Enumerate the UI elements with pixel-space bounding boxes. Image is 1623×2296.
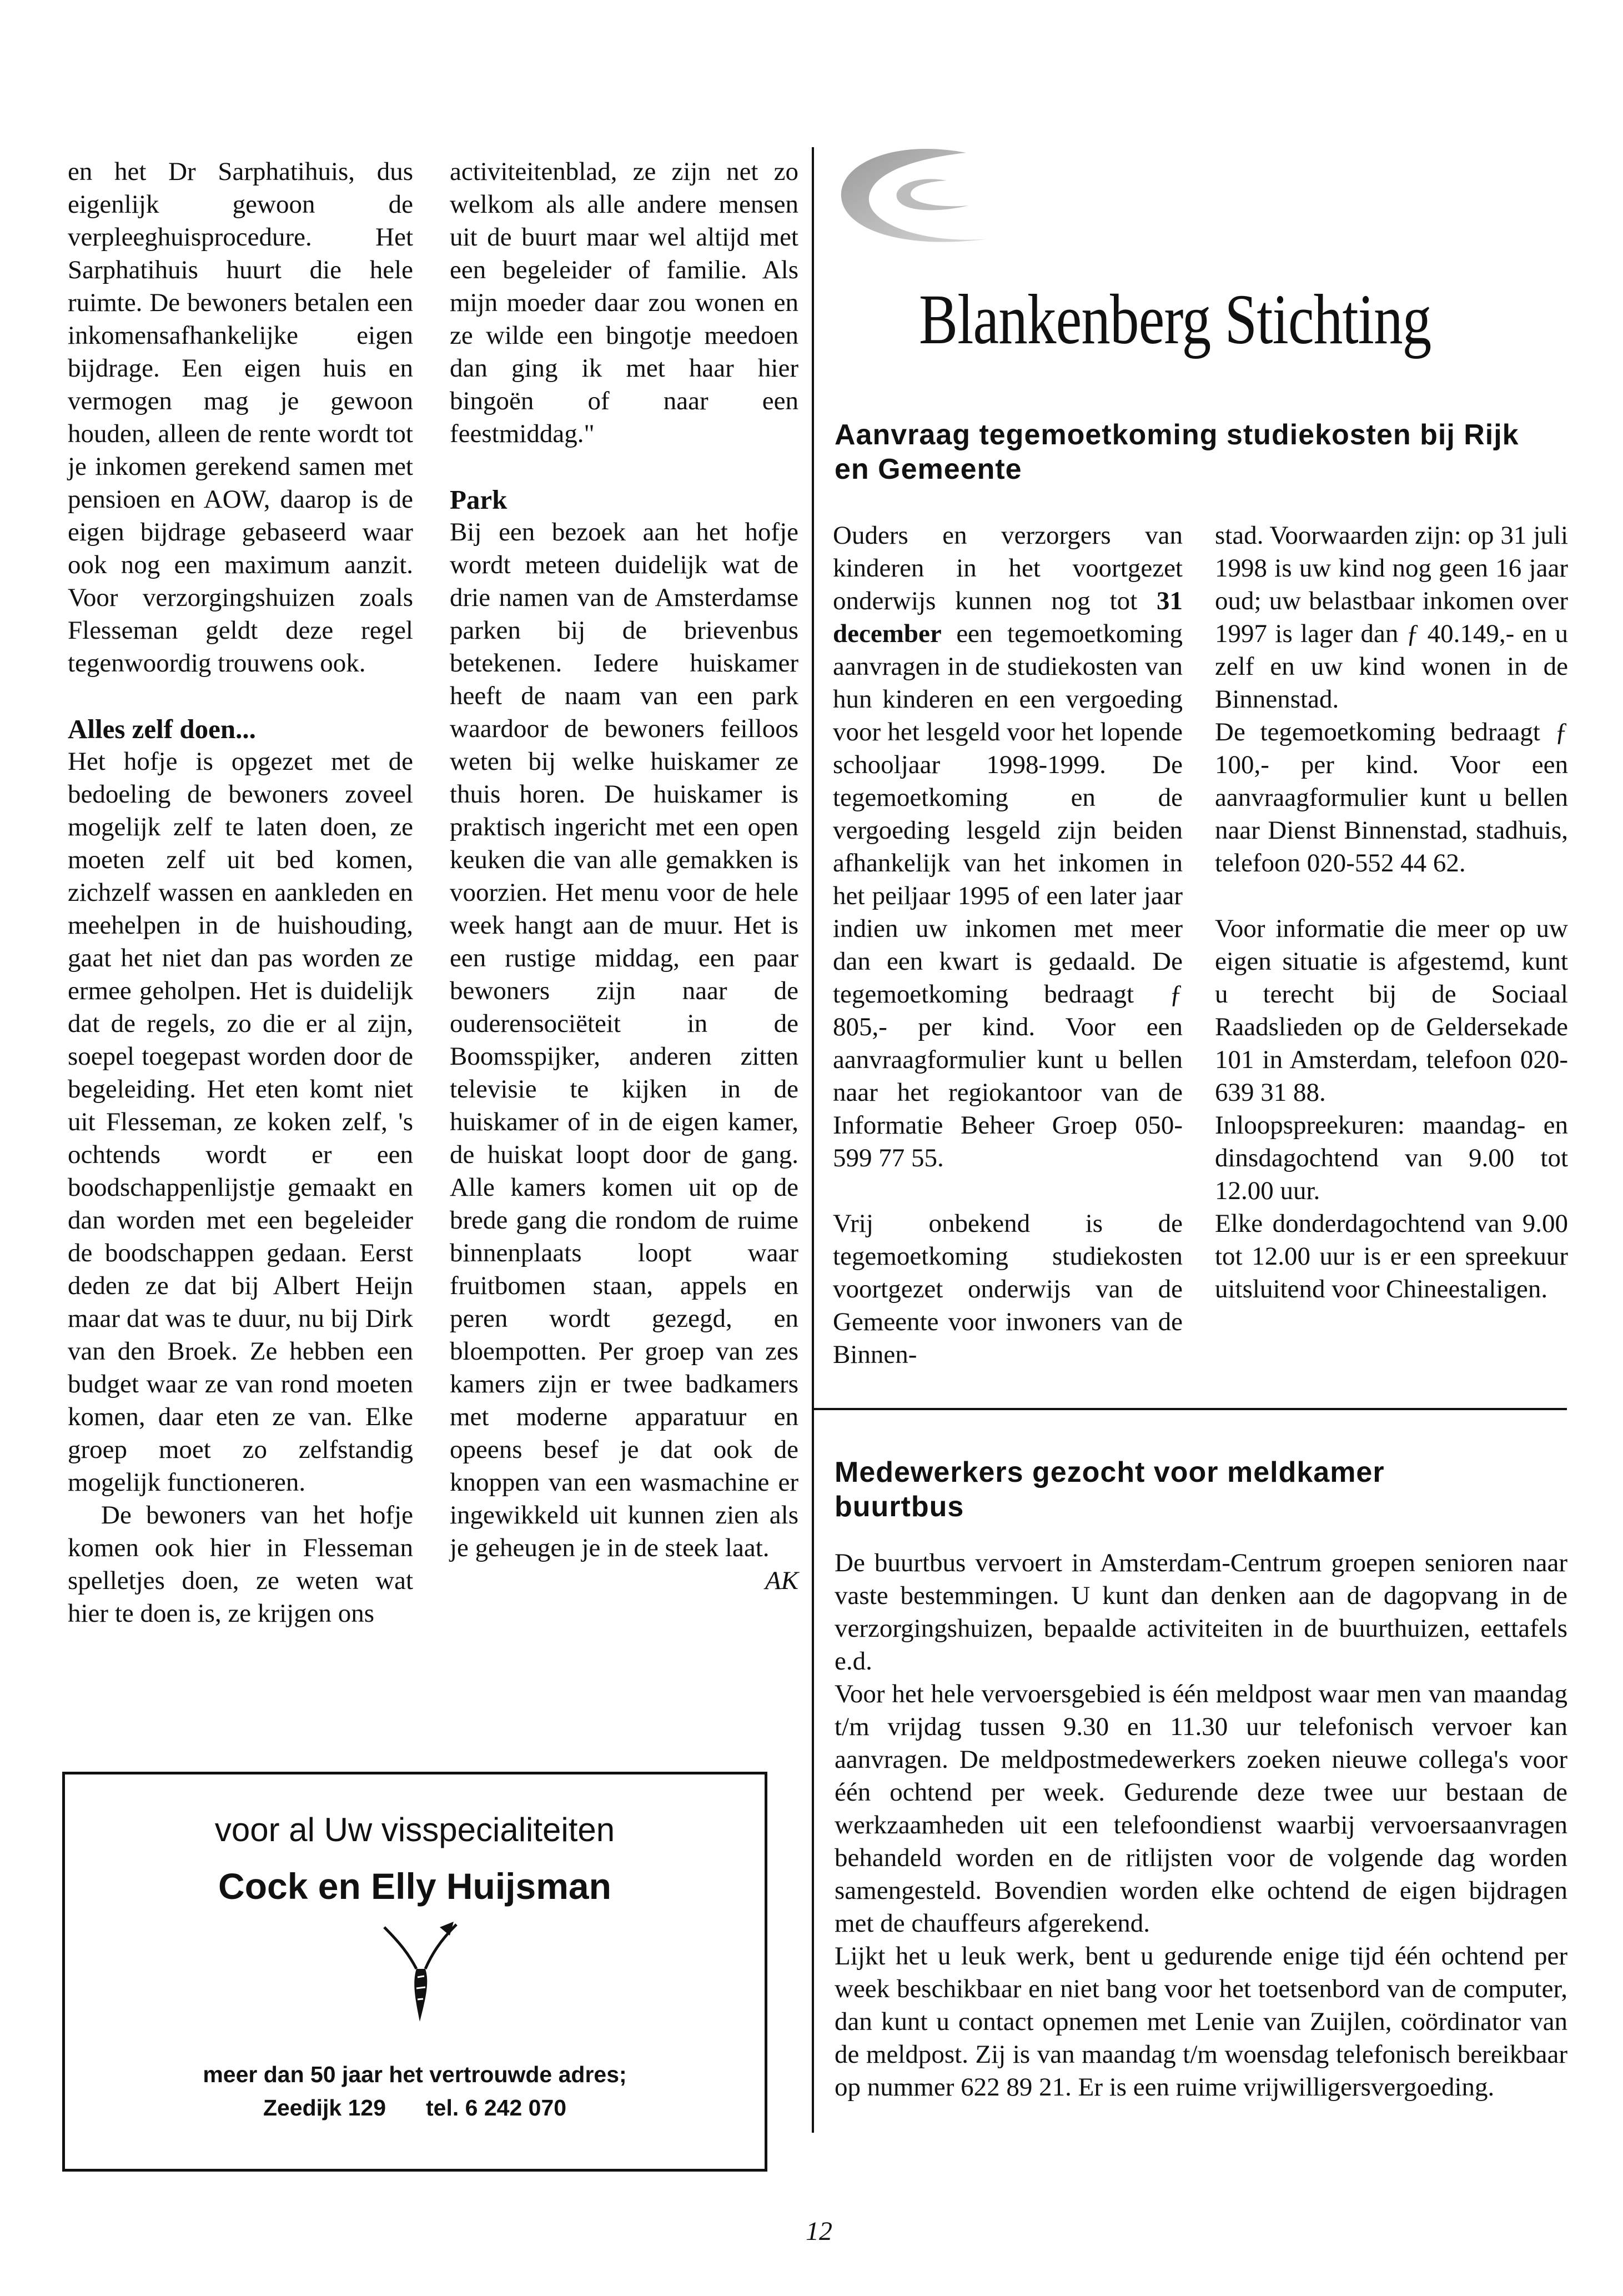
fish-ornament-icon xyxy=(379,1916,462,2027)
blankenberg-b-para2: De tegemoetkoming bedraagt ƒ 100,- per kind. Voor een aanvraagformulier kunt u bellen naar Dienst Binnenstad, stadhuis, telefoon 020-552 44 62. xyxy=(1215,718,1568,878)
column1-para2: De bewoners van het hofje komen ook hier in Flesseman spelletjes doen, ze weten wat hier te doen is, ze krijgen ons xyxy=(68,1501,413,1628)
buurtbus-para1: De buurtbus vervoert in Amsterdam-Centrum groepen senioren naar vaste bestemmingen. U kunt dan denken aan de dagopvang in de verzorgingshuizen, bepaalde activiteiten in de buurthuizen, eettafels e.d. xyxy=(835,1548,1567,1676)
org-title: Blankenberg Stichting xyxy=(919,280,1431,359)
blankenberg-b-para3: Voor informatie die meer op uw eigen situatie is afgestemd, kunt u terecht bij de Sociaal Raadslieden op de Geldersekade 101 in Amsterdam, telefoon 020-639 31 88. xyxy=(1215,914,1568,1107)
section-title-studiekosten: Aanvraag tegemoetkoming studiekosten bij Rijk en Gemeente xyxy=(835,419,1519,485)
column1-para1: Het hofje is opgezet met de bedoeling de bewoners zoveel mogelijk zelf te laten doen, ze moeten zelf uit bed komen, zichzelf wassen en aankleden en meehelpen in de huishouding, gaat het niet dan pas worden ze ermee geholpen. Het is duidelijk dat de regels, zo die er al zijn, soepel toegepast worden door de begeleiding. Het eten komt niet uit Flesseman, ze koken zelf, 's ochtends wordt er een boodschappenlijstje gemaakt en dan worden met een begeleider de boodschappen gedaan. Eerst deden ze dat bij Albert Heijn maar dat was te duur, nu bij Dirk van den Broek. Ze hebben een budget waar ze van rond moeten komen, daar eten ze van. Elke groep moet zo zelfstandig mogelijk functioneren. xyxy=(68,747,413,1497)
blankenberg-column-b xyxy=(1215,519,1568,1306)
article-column-1 xyxy=(68,156,413,1630)
buurtbus-para2: Voor het hele vervoersgebied is één meldpost waar men van maandag t/m vrijdag tussen 9.30 en 11.30 uur telefonisch vervoer kan aanvragen. De meldpostmedewerkers zoeken nieuwe collega's voor één ochtend per week. Gedurende deze twee uur bestaan de werkzaamheden uit een telefoondienst waarbij vervoersaanvragen behandeld worden en de ritlijsten voor de volgende dag worden samengesteld. Bovendien worden elke ochtend de eigen bijdragen met de chauffeurs afgerekend. xyxy=(835,1680,1567,1938)
advert-phone: tel. 6 242 070 xyxy=(426,2095,567,2120)
buurtbus-article xyxy=(835,1547,1567,2104)
advert-address: Zeedijk 129 xyxy=(263,2095,386,2120)
advert-shop-name: Cock en Elly Huijsman xyxy=(218,1866,611,1907)
fish-shop-advert xyxy=(62,1772,767,2172)
article-signature: AK xyxy=(765,1566,798,1595)
buurtbus-para3: Lijkt het u leuk werk, bent u gedurende enige tijd één ochtend per week beschikbaar en niet bang voor het toetsenbord van de computer, dan kunt u contact opnemen met Lenie van Zuijlen, coördinator van de meldpost. Zij is van maandag t/m woensdag telefonisch bereikbaar op nummer 622 89 21. Er is een ruime vrijwilligersvergoeding. xyxy=(835,1942,1567,2102)
advert-tagline: voor al Uw visspecialiteiten xyxy=(214,1811,615,1848)
column2-intro: activiteitenblad, ze zijn net zo welkom als alle andere mensen uit de buurt maar wel altijd met een begeleider of familie. Als mijn moeder daar zou wonen en ze wilde een bingotje meedoen dan ging ik met haar hier bingoën of naar een feestmiddag." xyxy=(450,157,798,448)
column1-intro: en het Dr Sarphatihuis, dus eigenlijk gewoon de verpleeghuisprocedure. Het Sarphatihuis huurt die hele ruimte. De bewoners betalen een inkomensafhankelijke eigen bijdrage. Een eigen huis en vermogen mag je gewoon houden, alleen de rente wordt tot je inkomen gerekend samen met pensioen en AOW, daarop is de eigen bijdrage gebaseerd waar ook nog een maximum aanzit. Voor verzorgingshuizen zoals Flesseman geldt deze regel tegenwoordig trouwens ook. xyxy=(68,157,413,678)
blankenberg-logo-icon xyxy=(827,142,1038,258)
blankenberg-a-para2: Vrij onbekend is de tegemoetkoming studiekosten voortgezet onderwijs van de Gemeente voor inwoners van de Binnen- xyxy=(833,1209,1183,1369)
page-number: 12 xyxy=(806,2217,832,2246)
column2-heading: Park xyxy=(450,484,507,515)
advert-slogan: meer dan 50 jaar het vertrouwde adres; xyxy=(203,2062,627,2087)
section-title-buurtbus: Medewerkers gezocht voor meldkamer buurtbus xyxy=(835,1456,1385,1523)
blankenberg-a-p1-after: een tegemoetkoming aanvragen in de studiekosten van hun kinderen en een vergoeding voor het lesgeld voor het lopende schooljaar 1998-1999. De tegemoetkoming en de vergoeding lesgeld zijn beiden afhankelijk van het inkomen in het peiljaar 1995 of een later jaar indien uw inkomen met meer dan een kwart is gedaald. De tegemoetkoming bedraagt ƒ 805,- per kind. Voor een aanvraagformulier kunt u bellen naar het regiokantoor van de Informatie Beheer Groep 050-599 77 55. xyxy=(833,619,1183,1172)
section-divider-horizontal xyxy=(812,1408,1567,1410)
article-column-2 xyxy=(450,156,798,1597)
blankenberg-a-para1 xyxy=(833,519,1183,1175)
blankenberg-column-a xyxy=(833,519,1183,1371)
deadline-highlight: 31 december xyxy=(833,586,1183,648)
blankenberg-a-p1-before: Ouders en verzorgers van kinderen in het voortgezet onderwijs kunnen nog tot xyxy=(833,521,1183,615)
blankenberg-b-para1: stad. Voorwaarden zijn: op 31 juli 1998 is uw kind nog geen 16 jaar oud; uw belastbaar inkomen over 1997 is lager dan ƒ 40.149,- en u zelf en uw kind wonen in de Binnenstad. xyxy=(1215,521,1568,714)
advert-contact xyxy=(65,2094,765,2122)
blankenberg-b-para4: Inloopspreekuren: maandag- en dinsdagochtend van 9.00 tot 12.00 uur. xyxy=(1215,1111,1568,1205)
column2-para1: Bij een bezoek aan het hofje wordt meteen duidelijk wat de drie namen van de Amsterdamse parken bij de brievenbus betekenen. Iedere huiskamer heeft de naam van een park waardoor de bewoners feilloos weten bij welke huiskamer ze thuis horen. De huiskamer is praktisch ingericht met een open keuken die van alle gemakken is voorzien. Het menu voor de hele week hangt aan de muur. Het is een rustige middag, een paar bewoners zijn naar de ouderensociëteit in de Boomsspijker, anderen zitten televisie te kijken in de huiskamer of in de eigen kamer, de huiskat loopt door de gang. Alle kamers komen uit op de brede gang die rondom de ruime binnenplaats loopt waar fruitbomen staan, appels en peren wordt gezegd, en bloempotten. Per groep van zes kamers zijn er twee badkamers met moderne apparatuur en opeens besef je dat ook de knoppen van een wasmachine er ingewikkeld uit kunnen zien als je geheugen je in de steek laat. xyxy=(450,518,798,1562)
blankenberg-b-para5: Elke donderdagochtend van 9.00 tot 12.00 uur is er een spreekuur uitsluitend voor Chineestaligen. xyxy=(1215,1209,1568,1304)
column-divider-vertical xyxy=(812,147,814,2133)
column1-heading: Alles zelf doen... xyxy=(68,714,256,744)
